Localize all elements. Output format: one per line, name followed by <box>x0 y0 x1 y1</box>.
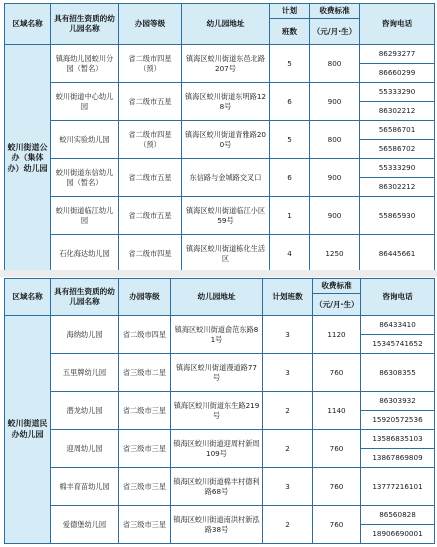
kindergarten-address: 镇海区蛟川街道东邑北路207号 <box>182 45 270 83</box>
monthly-fee: 1250 <box>310 235 360 273</box>
header-plan-top: 计划 <box>270 4 310 19</box>
header-plan-bottom: 班数 <box>270 19 310 45</box>
monthly-fee: 800 <box>310 45 360 83</box>
phone-number: 15920572536 <box>361 411 435 430</box>
header-fee-bottom: （元/月·生） <box>313 294 361 316</box>
kindergarten-name: 五里牌幼儿园 <box>51 354 119 392</box>
planned-classes: 3 <box>263 354 313 392</box>
kindergarten-address: 镇海区蛟川街道青雅路200号 <box>182 121 270 159</box>
monthly-fee: 900 <box>310 197 360 235</box>
kindergarten-name: 潜龙幼儿园 <box>51 392 119 430</box>
table-row <box>5 430 435 449</box>
section-divider <box>0 270 437 277</box>
kindergarten-address: 镇海区蛟川街道南洪村新泓路38号 <box>171 506 263 544</box>
planned-classes: 3 <box>263 468 313 506</box>
header-fee-bottom: （元/月·生） <box>310 19 360 45</box>
phone-number: 86293277 <box>360 45 435 64</box>
header-grade: 办园等级 <box>119 279 171 316</box>
table-row <box>5 354 435 373</box>
table-row <box>5 506 435 525</box>
kindergarten-grade: 省二级市五星 <box>119 159 182 197</box>
planned-classes: 5 <box>270 45 310 83</box>
private-table-body <box>5 316 435 544</box>
monthly-fee: 760 <box>313 468 361 506</box>
table-row <box>5 392 435 411</box>
kindergarten-address: 东信路与金城路交叉口 <box>182 159 270 197</box>
monthly-fee: 760 <box>313 430 361 468</box>
phone-number: 86302212 <box>360 178 435 197</box>
planned-classes: 2 <box>263 506 313 544</box>
planned-classes: 2 <box>263 392 313 430</box>
table-row <box>5 159 435 178</box>
kindergarten-address: 镇海区蛟川街道迎周村新周109号 <box>171 430 263 468</box>
kindergarten-name: 石化海达幼儿园 <box>51 235 119 273</box>
table-row <box>5 197 435 216</box>
kindergarten-name: 爱德堡幼儿园 <box>51 506 119 544</box>
public-kindergarten-table <box>4 3 435 273</box>
kindergarten-grade: 省二级市四星（预） <box>119 45 182 83</box>
kindergarten-grade: 省二级市四星 <box>119 316 171 354</box>
header-fee-top: 收费标准 <box>313 279 361 294</box>
table-row <box>5 45 435 64</box>
kindergarten-name: 蛟川街道中心幼儿园 <box>51 83 119 121</box>
phone-number: 86303932 <box>361 392 435 411</box>
monthly-fee: 900 <box>310 83 360 121</box>
phone-number: 55333290 <box>360 159 435 178</box>
table-row <box>5 121 435 140</box>
header-kindergarten-name: 具有招生资质的幼儿园名称 <box>51 279 119 316</box>
monthly-fee: 760 <box>313 354 361 392</box>
table-row <box>5 316 435 335</box>
phone-number: 13867869809 <box>361 449 435 468</box>
phone-number: 15345741652 <box>361 335 435 354</box>
phone-number: 56586702 <box>360 140 435 159</box>
planned-classes: 4 <box>270 235 310 273</box>
phone-number: 86560828 <box>361 506 435 525</box>
header-address: 幼儿园地址 <box>171 279 263 316</box>
phone-number: 86445661 <box>360 235 435 273</box>
kindergarten-grade: 省二级市五星 <box>119 83 182 121</box>
kindergarten-name: 蛟川街道东信幼儿园（暂名） <box>51 159 119 197</box>
phone-number: 56586701 <box>360 121 435 140</box>
district-name: 蛟川街道民办幼儿园 <box>5 316 51 544</box>
header-phone: 咨询电话 <box>360 4 435 45</box>
kindergarten-address: 镇海区蛟川街道东生路219号 <box>171 392 263 430</box>
planned-classes: 2 <box>263 430 313 468</box>
header-kindergarten-name: 具有招生资质的幼儿园名称 <box>51 4 119 45</box>
monthly-fee: 800 <box>310 121 360 159</box>
kindergarten-name: 蛟川街道临江幼儿园 <box>51 197 119 235</box>
phone-number: 86433410 <box>361 316 435 335</box>
planned-classes: 6 <box>270 159 310 197</box>
phone-number: 86308355 <box>361 354 435 392</box>
planned-classes: 1 <box>270 197 310 235</box>
kindergarten-grade: 省二级市四星 <box>119 235 182 273</box>
header-address: 幼儿园地址 <box>182 4 270 45</box>
kindergarten-name: 棉丰育苗幼儿园 <box>51 468 119 506</box>
kindergarten-grade: 省三级市三星 <box>119 430 171 468</box>
private-kindergarten-table <box>4 278 435 544</box>
header-fee-top: 收费标准 <box>310 4 360 19</box>
phone-number: 13777216101 <box>361 468 435 506</box>
kindergarten-grade: 省三级市三星 <box>119 506 171 544</box>
header-grade: 办园等级 <box>119 4 182 45</box>
kindergarten-address: 镇海区蛟川街道俞范东路81号 <box>171 316 263 354</box>
header-phone: 咨询电话 <box>361 279 435 316</box>
phone-number: 18906690001 <box>361 525 435 544</box>
kindergarten-name: 海纳幼儿园 <box>51 316 119 354</box>
planned-classes: 5 <box>270 121 310 159</box>
kindergarten-address: 镇海区蛟川街道东明路128号 <box>182 83 270 121</box>
kindergarten-address: 镇海区蛟川街道棉丰村德利路68号 <box>171 468 263 506</box>
phone-number: 55865930 <box>360 197 435 235</box>
kindergarten-grade: 省三级市二星 <box>119 354 171 392</box>
planned-classes: 3 <box>263 316 313 354</box>
monthly-fee: 900 <box>310 159 360 197</box>
kindergarten-address: 镇海区蛟川街道临江小区59号 <box>182 197 270 235</box>
kindergarten-grade: 省三级市三星 <box>119 468 171 506</box>
kindergarten-grade: 省二级市五星 <box>119 197 182 235</box>
monthly-fee: 760 <box>313 506 361 544</box>
header-district: 区域名称 <box>5 279 51 316</box>
kindergarten-name: 迎周幼儿园 <box>51 430 119 468</box>
kindergarten-name: 蛟川实验幼儿园 <box>51 121 119 159</box>
phone-number: 86660299 <box>360 64 435 83</box>
public-table-body <box>5 45 435 273</box>
kindergarten-grade: 省二级市四星（预） <box>119 121 182 159</box>
phone-number: 13586835103 <box>361 430 435 449</box>
monthly-fee: 1140 <box>313 392 361 430</box>
table-row <box>5 235 435 254</box>
phone-number: 55333290 <box>360 83 435 102</box>
table-row <box>5 83 435 102</box>
kindergarten-address: 镇海区蛟川街道栋化生活区 <box>182 235 270 273</box>
phone-number: 86302212 <box>360 102 435 121</box>
kindergarten-address: 镇海区蛟川街道漫道路77号 <box>171 354 263 392</box>
table-row <box>5 468 435 487</box>
district-name: 蛟川街道公办（集体办）幼儿园 <box>5 45 51 273</box>
kindergarten-name: 镇海幼儿园蛟川分园（暂名） <box>51 45 119 83</box>
header-plan: 计划班数 <box>263 279 313 316</box>
header-district: 区域名称 <box>5 4 51 45</box>
monthly-fee: 1120 <box>313 316 361 354</box>
planned-classes: 6 <box>270 83 310 121</box>
kindergarten-grade: 省二级市三星 <box>119 392 171 430</box>
